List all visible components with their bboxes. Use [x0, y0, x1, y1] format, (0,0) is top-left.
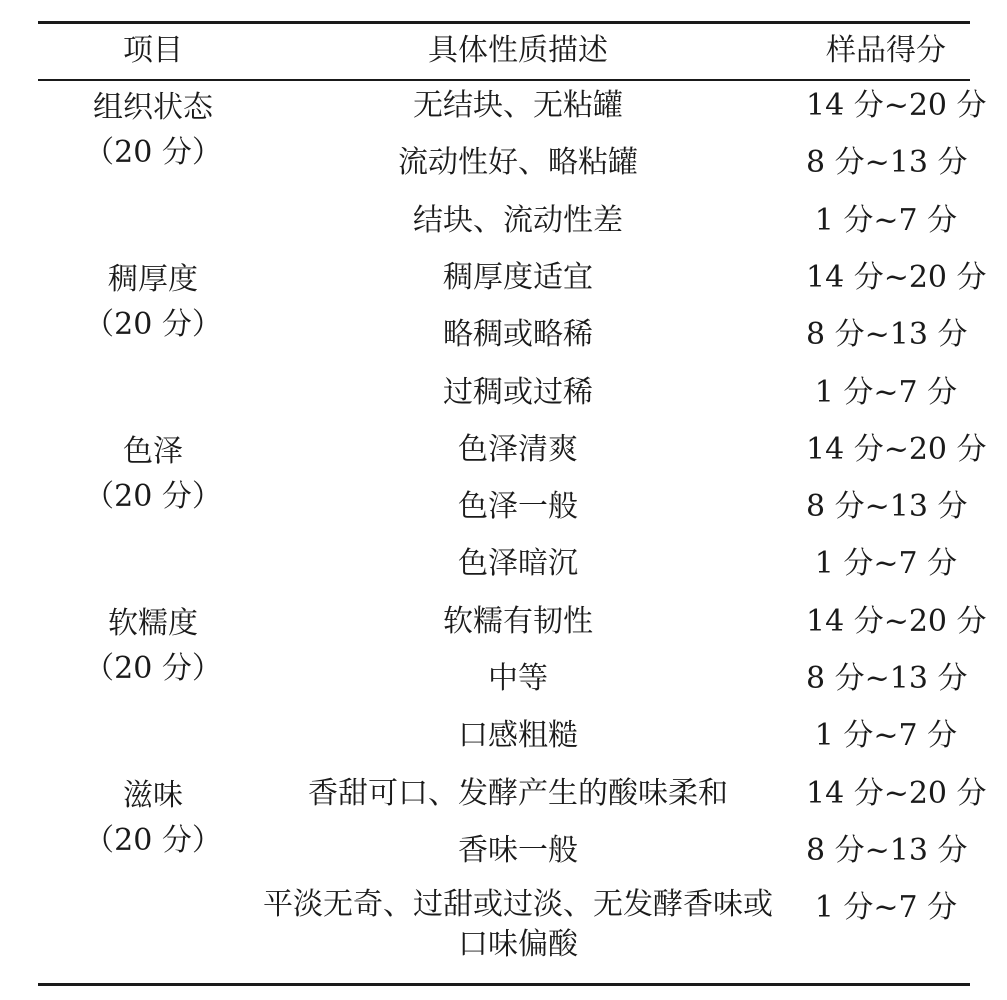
table-row: [38, 425, 987, 482]
table-row: [38, 81, 987, 138]
category-weight: （20 分）: [84, 478, 222, 514]
score-cell: 14 分~20 分: [806, 431, 987, 467]
table-body: [38, 81, 987, 981]
description-cell: 色泽一般: [458, 489, 578, 525]
table-row: [38, 711, 970, 768]
score-cell: 14 分~20 分: [806, 259, 987, 295]
description-cell: 流动性好、略粘罐: [398, 145, 638, 181]
description-cell: 无结块、无粘罐: [413, 88, 623, 123]
table-header: [38, 24, 970, 79]
score-cell: 1 分~7 分: [814, 202, 958, 238]
table-row: [38, 654, 970, 711]
description-cell: 过稠或过稀: [443, 374, 593, 410]
header-item: 项目: [123, 33, 183, 68]
category-name: 软糯度: [108, 605, 198, 641]
score-cell: 14 分~20 分: [806, 88, 987, 123]
category-name: 稠厚度: [108, 261, 198, 297]
category-name: 色泽: [123, 433, 183, 469]
score-cell: 8 分~13 分: [806, 661, 968, 696]
table-row: [38, 253, 987, 310]
category-name: 组织状态: [93, 90, 213, 125]
category-weight: （20 分）: [84, 822, 222, 858]
table-row: [38, 196, 970, 253]
score-cell: 1 分~7 分: [814, 890, 958, 926]
table-row: [38, 597, 987, 654]
description-cell: 色泽暗沉: [458, 546, 578, 582]
category-weight: （20 分）: [84, 650, 222, 686]
score-cell: 8 分~13 分: [806, 832, 968, 868]
score-cell: 8 分~13 分: [806, 317, 968, 353]
score-cell: 1 分~7 分: [814, 374, 958, 410]
category-weight: （20 分）: [84, 135, 222, 170]
description-cell: [238, 885, 798, 965]
category-name: 滋味: [123, 777, 183, 813]
score-cell: 1 分~7 分: [814, 546, 958, 582]
description-cell: 软糯有韧性: [443, 603, 593, 639]
description-cell: 稠厚度适宜: [443, 259, 593, 295]
description-cell: 中等: [488, 661, 548, 696]
table-row: [38, 138, 970, 195]
score-cell: 14 分~20 分: [806, 775, 987, 811]
table-row: [38, 883, 970, 963]
header-description: 具体性质描述: [428, 33, 608, 68]
score-cell: 1 分~7 分: [814, 718, 958, 754]
score-cell: 8 分~13 分: [806, 145, 968, 181]
description-cell: 略稠或略稀: [443, 317, 593, 353]
description-cell: 香味一般: [458, 832, 578, 868]
description-cell: 口感粗糙: [458, 718, 578, 754]
description-line: 口味偏酸: [458, 927, 578, 963]
description-line: 平淡无奇、过甜或过淡、无发酵香味或: [263, 887, 773, 923]
score-cell: 8 分~13 分: [806, 489, 968, 525]
table-row: [38, 368, 970, 425]
table-bottom-rule: [38, 983, 970, 986]
category-weight: （20 分）: [84, 306, 222, 342]
description-cell: 色泽清爽: [458, 431, 578, 467]
table-row: [38, 482, 970, 539]
table-row: [38, 310, 970, 367]
description-cell: 结块、流动性差: [413, 202, 623, 238]
table-row: [38, 539, 970, 596]
description-cell: 香甜可口、发酵产生的酸味柔和: [308, 775, 728, 811]
table-row: [38, 826, 970, 883]
table-row: [38, 769, 987, 826]
header-score: 样品得分: [826, 33, 946, 68]
score-cell: 14 分~20 分: [806, 603, 987, 639]
